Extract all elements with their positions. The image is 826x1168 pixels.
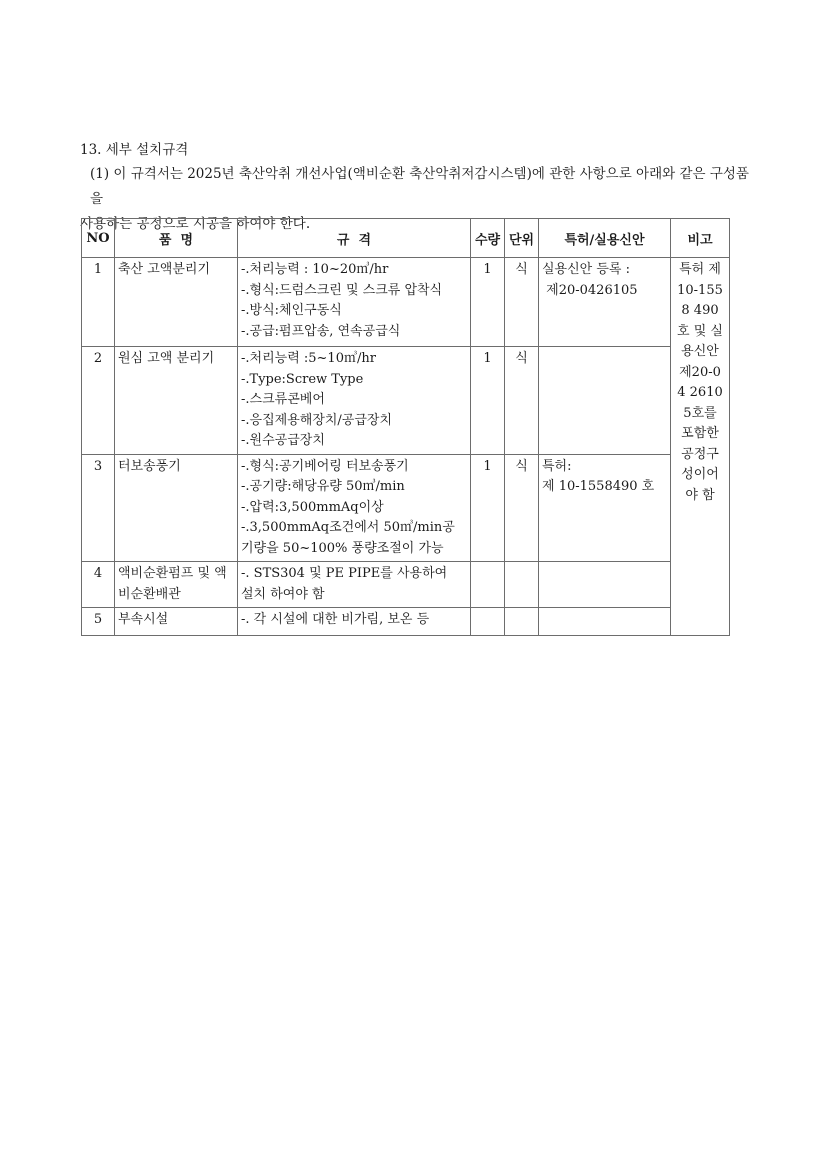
- row-unit: [505, 562, 539, 608]
- header-no: NO: [82, 219, 115, 258]
- row-qty: 1: [471, 347, 505, 455]
- table-row: [82, 258, 730, 347]
- row-no: 3: [82, 454, 115, 562]
- table-row: [82, 454, 730, 562]
- row-no: 2: [82, 347, 115, 455]
- patent-line: 실용신안 등록 :: [542, 262, 630, 277]
- row-spec: [238, 258, 471, 347]
- patent-line: 제20-0426105: [542, 282, 638, 298]
- table-row: [82, 347, 730, 455]
- spec-line: -.응집제용해장치/공급장치: [241, 412, 393, 428]
- row-item: 원심 고액 분리기: [115, 347, 238, 455]
- spec-line: 기량을 50~100% 풍량조절이 가능: [241, 540, 444, 556]
- row-item: 액비순환펌프 및 액비순환배관: [115, 562, 238, 608]
- row-note: [671, 258, 730, 636]
- note-text: 특허 제 10-1558 490 호 및 실용신안 제20-04 26105호를 포함한 공정구성이어야 함: [677, 262, 723, 503]
- section-heading: 13. 세부 설치규격: [80, 142, 189, 158]
- header-patent: 특허/실용신안: [539, 219, 671, 258]
- row-qty: [471, 562, 505, 608]
- row-spec: [238, 562, 471, 608]
- paragraph-line-2: 사용하는 공정으로 시공을 하여야 한다.: [80, 216, 311, 232]
- paragraph-line-1: (1) 이 규격서는 2025년 축산악취 개선사업(액비순환 축산악취저감시스템)에 관한 사항으로 아래와 같은 구성품을: [90, 166, 749, 207]
- spec-line: -.스크류콘베어: [241, 392, 325, 407]
- row-spec: [238, 454, 471, 562]
- table-row: [82, 562, 730, 608]
- row-unit: 식: [505, 454, 539, 562]
- row-item: 부속시설: [115, 608, 238, 636]
- row-spec: [238, 347, 471, 455]
- row-spec: [238, 608, 471, 636]
- spec-line: -. 각 시설에 대한 비가림, 보온 등: [241, 612, 430, 627]
- row-qty: 1: [471, 454, 505, 562]
- row-item: 터보송풍기: [115, 454, 238, 562]
- row-qty: [471, 608, 505, 636]
- row-no: 1: [82, 258, 115, 347]
- table-header-row: [82, 219, 730, 258]
- header-qty: 수량: [471, 219, 505, 258]
- row-no: 5: [82, 608, 115, 636]
- row-unit: 식: [505, 258, 539, 347]
- row-qty: 1: [471, 258, 505, 347]
- installation-spec-table: [81, 218, 730, 636]
- header-unit: 단위: [505, 219, 539, 258]
- row-patent: [539, 562, 671, 608]
- row-unit: 식: [505, 347, 539, 455]
- row-item: 축산 고액분리기: [115, 258, 238, 347]
- row-patent: [539, 258, 671, 347]
- row-unit: [505, 608, 539, 636]
- spec-line: -.3,500mmAq조건에서 50㎥/min공: [241, 520, 455, 535]
- row-no: 4: [82, 562, 115, 608]
- row-patent: [539, 347, 671, 455]
- header-note: 비고: [671, 219, 730, 258]
- patent-line: 제 10-1558490 호: [542, 479, 655, 494]
- spec-line: -.원수공급장치: [241, 433, 325, 448]
- spec-line: -.처리능력 :5~10㎥/hr: [241, 351, 376, 366]
- spec-line: -.형식:드럼스크린 및 스크류 압착식: [241, 282, 443, 298]
- header-spec: 규 격: [238, 219, 471, 258]
- spec-line: -. STS304 및 PE PIPE를 사용하여: [241, 566, 448, 581]
- row-patent: [539, 608, 671, 636]
- spec-line: -.공급:펌프압송, 연속공급식: [241, 323, 401, 339]
- spec-line: -.공기량:해당유량 50㎥/min: [241, 479, 405, 494]
- row-patent: [539, 454, 671, 562]
- table-row: [82, 608, 730, 636]
- spec-line: -.압력:3,500mmAq이상: [241, 499, 384, 515]
- spec-line: -.방식:체인구동식: [241, 303, 342, 318]
- header-item: 품 명: [115, 219, 238, 258]
- spec-line: 설치 하여야 함: [241, 586, 325, 602]
- spec-line: -.처리능력 : 10~20㎥/hr: [241, 262, 389, 277]
- patent-line: 특허:: [542, 458, 572, 474]
- spec-line: -.형식:공기베어링 터보송풍기: [241, 458, 409, 474]
- spec-line: -.Type:Screw Type: [241, 371, 364, 387]
